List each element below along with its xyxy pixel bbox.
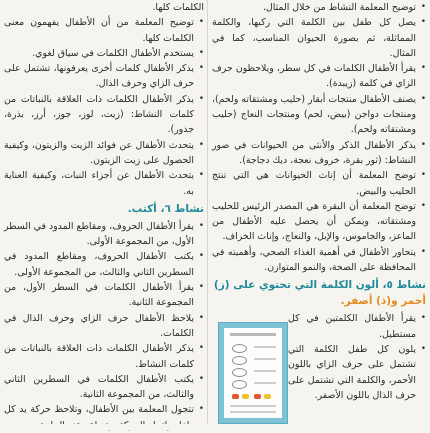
list-item: • يكتب الأطفال الكلمات في السطرين الثاني والثالث، من المجموعة الثانية. bbox=[4, 372, 204, 403]
worksheet-thumbnail bbox=[218, 322, 288, 424]
list-item: • يذكر الأطفال الكلمات ذات العلاقة بالنباتات من كلمات النشاط. bbox=[4, 341, 204, 372]
list-item: • يستخدم الأطفال الكلمات في سياق لغوي. bbox=[4, 46, 204, 61]
list-item: • يصل كل طفل بين الكلمة التي ركبها، والكلمة المماثلة، ثم بصورة الحيوان المناسب، كما في المثال. bbox=[212, 15, 426, 61]
list-item: • يذكر الأطفال كلمات أخرى يعرفونها، تشتمل على حرف الزاي وحرف الذال. bbox=[4, 61, 204, 92]
activity-6-heading: نشاط ٦، أكتب. bbox=[127, 202, 204, 215]
list-item: • توضح المعلمة أن إناث الحيوانات هي التي تنتج الحليب والبيض. bbox=[212, 168, 426, 199]
activity-5-heading bbox=[212, 277, 426, 309]
activity-5-heading-colors: أحمر و(ذ) أصفر. bbox=[340, 295, 426, 308]
list-item: • يقرأ الأطفال الحروف، ومقاطع المدود في السطر الأول، من المجموعة الأولى. bbox=[4, 219, 204, 250]
list-item: • يلون كل طفل الكلمة التي تشتمل على حرف الزاي باللون الأحمر، والكلمة التي تشتمل على حرف الذال باللون الأصفر. bbox=[288, 342, 426, 403]
list-item: • يقرأ الأطفال الكلمات في كل سطر، ويلاحظون حرف الزاي في كلمة (زيبدة). bbox=[212, 61, 426, 92]
list-item: • يتحاور الأطفال في أهمية الغذاء الصحي، وأهميته في المحافظة على الصحة، والنمو المتوازن. bbox=[212, 245, 426, 276]
column-divider bbox=[207, 0, 208, 430]
worksheet-page-image bbox=[224, 328, 282, 418]
page-bottom-edge bbox=[0, 424, 430, 430]
list-item: • توضيح المعلمة من أن الأطفال يفهمون معنى الكلمات كلها. bbox=[4, 15, 204, 46]
list-item: • يكتب الأطفال الحروف، ومقاطع المدود في السطرين الثاني والثالث، من المجموعة الأولى. bbox=[4, 249, 204, 280]
continued-text: الكلمات كلها. bbox=[152, 2, 204, 13]
list-item: • يقرأ الأطفال الكلمات في السطر الأول، من المجموعة الثانية. bbox=[4, 280, 204, 311]
left-column bbox=[4, 0, 204, 430]
list-item: • يذكر الأطفال الكلمات ذات العلاقة بالنباتات من كلمات النشاط: (زيت، لوز، جوز، أرز، بذرة، جذور). bbox=[4, 92, 204, 138]
list-item: • توضيح المعلمة النشاط من خلال المثال. bbox=[212, 0, 426, 15]
list-item: • يقرأ الأطفال الكلمتين في كل مستطيل. bbox=[288, 311, 426, 342]
list-item: • يتحدث الأطفال عن أجزاء النبات، وكيفية العناية به. bbox=[4, 168, 204, 199]
list-item: • يلاحظ الأطفال حرف الزاي وحرف الذال في الكلمات. bbox=[4, 311, 204, 342]
list-item: • توضح المعلمة أن البقرة هي المصدر الرئيس للحليب ومشتقاته، ويمكن أن يحصل عليه الأطفال من الماعز، والجاموس، والإبل، والنعاج، وإناث الخراف. bbox=[212, 199, 426, 245]
list-item: • يصنف الأطفال منتجات أبقار (حليب ومشتقاته ولحم)، ومنتجات دواجن (بيض، لحم) ومنتجات النعاج (حليب ومشتقاته ولحم). bbox=[212, 92, 426, 138]
list-item: • يتحدث الأطفال عن فوائد الزيت والزيتون، وكيفية الحصول على زيت الزيتون. bbox=[4, 138, 204, 169]
list-item: • تتجول المعلمة بين الأطفال، وتلاحظ حركة يد كل bbox=[4, 402, 204, 433]
activity-5-heading-text: نشاط ٥، ألون الكلمة التي تحتوي على (ز) bbox=[213, 279, 426, 292]
list-item: • يذكر الأطفال الذكر والأنثى من الحيوانات في صور النشاط: (ثور بقرة، خروف نعجة، ديك دجاجة). bbox=[212, 138, 426, 169]
